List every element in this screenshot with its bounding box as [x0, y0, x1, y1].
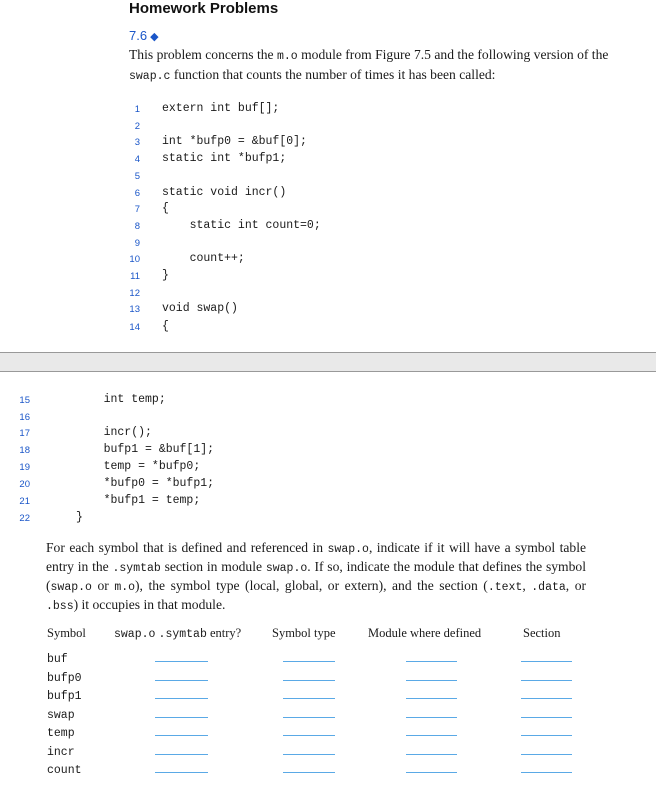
answer-blank[interactable]	[283, 698, 335, 699]
answer-blank[interactable]	[406, 661, 457, 662]
answer-blank[interactable]	[155, 661, 208, 662]
answer-blank[interactable]	[283, 772, 335, 773]
line-number: 12	[129, 288, 140, 299]
problem-number-text: 7.6	[129, 28, 148, 43]
line-number: 9	[134, 238, 140, 249]
header-symbol-type: Symbol type	[272, 626, 336, 640]
answer-blank[interactable]	[521, 754, 572, 755]
answer-blank[interactable]	[406, 698, 457, 699]
inline-code: m.o	[114, 581, 136, 594]
header-symtab-code2: .symtab	[158, 628, 207, 641]
header-symtab-code: swap.o	[114, 628, 156, 641]
answer-blank[interactable]	[406, 735, 457, 736]
line-number: 20	[19, 479, 30, 490]
line-number: 3	[134, 137, 140, 148]
header-symtab-text: entry?	[209, 626, 242, 640]
inline-code: swap.o	[50, 581, 92, 594]
code-line: {	[162, 202, 169, 215]
symbol-name: bufp0	[47, 671, 82, 685]
inline-code: .bss	[46, 600, 74, 613]
code-line: static int count=0;	[162, 219, 321, 232]
code-line: bufp1 = &buf[1];	[76, 443, 215, 456]
inline-code: swap.o	[327, 543, 369, 556]
text-run: This problem concerns the	[129, 47, 277, 62]
code-line: int temp;	[76, 393, 166, 406]
symbol-name: swap	[47, 708, 75, 722]
page-break-divider	[0, 352, 656, 372]
answer-blank[interactable]	[155, 698, 208, 699]
inline-code: swap.c	[129, 70, 171, 83]
line-number: 8	[134, 221, 140, 232]
text-run: For each symbol that is defined and referenced in	[46, 540, 328, 555]
answer-blank[interactable]	[406, 680, 457, 681]
text-run: , indicate if it will have a symbol table entry in the	[46, 540, 587, 574]
answer-blank[interactable]	[521, 717, 572, 718]
problem-intro	[129, 46, 629, 86]
answer-blank[interactable]	[521, 735, 572, 736]
text-run: ,	[522, 578, 532, 593]
symbol-name: temp	[47, 727, 75, 740]
text-run: . If so, indicate the module that defines the symbol (	[46, 559, 587, 593]
line-number: 1	[134, 104, 140, 115]
line-number: 7	[134, 204, 140, 215]
answer-blank[interactable]	[155, 754, 208, 755]
code-line: static void incr()	[162, 186, 287, 199]
header-module: Module where defined	[368, 626, 482, 640]
symbol-name: incr	[47, 745, 75, 759]
line-number: 13	[129, 304, 140, 315]
answer-blank[interactable]	[155, 735, 208, 736]
text-run: , or	[565, 578, 587, 593]
answer-blank[interactable]	[283, 661, 335, 662]
header-section: Section	[523, 626, 561, 640]
line-number: 21	[19, 496, 30, 507]
page-title: Homework Problems	[129, 0, 279, 17]
line-number: 15	[19, 395, 30, 406]
inline-code: .data	[531, 581, 566, 594]
text-run: ), the symbol type (local, global, or extern), and the section (	[135, 578, 488, 593]
code-line: }	[162, 269, 169, 282]
code-line: incr();	[76, 426, 152, 439]
line-number: 14	[129, 322, 140, 333]
answer-blank[interactable]	[521, 772, 572, 773]
line-number: 17	[19, 428, 30, 439]
line-number: 10	[129, 254, 140, 265]
answer-blank[interactable]	[283, 754, 335, 755]
code-line: void swap()	[162, 302, 238, 315]
line-number: 6	[134, 188, 140, 199]
problem-number	[129, 28, 159, 43]
header-symbol: Symbol	[47, 626, 86, 640]
code-line: *bufp1 = temp;	[76, 494, 201, 507]
line-number: 18	[19, 445, 30, 456]
line-number: 5	[134, 171, 140, 182]
code-line: }	[76, 511, 83, 524]
inline-code: swap.o	[265, 562, 308, 575]
answer-blank[interactable]	[406, 717, 457, 718]
text-run: ) it occupies in that module.	[73, 597, 226, 612]
text-run: module from Figure 7.5 and the following version of the	[297, 47, 609, 62]
inline-code: m.o	[276, 50, 298, 63]
text-run: section in module	[160, 559, 266, 574]
text-run: or	[91, 578, 115, 593]
answer-blank[interactable]	[521, 698, 572, 699]
answer-blank[interactable]	[406, 772, 457, 773]
answer-blank[interactable]	[521, 661, 572, 662]
code-line: count++;	[162, 252, 245, 265]
line-number: 2	[134, 121, 140, 132]
line-number: 19	[19, 462, 30, 473]
symbol-name: bufp1	[47, 690, 82, 703]
symbol-name: count	[47, 764, 82, 777]
code-line: int *bufp0 = &buf[0];	[162, 135, 307, 148]
inline-code: .symtab	[112, 562, 161, 575]
code-line: *bufp0 = *bufp1;	[76, 477, 215, 490]
code-line: temp = *bufp0;	[76, 460, 201, 473]
instructions-paragraph	[46, 539, 586, 615]
answer-blank[interactable]	[406, 754, 457, 755]
difficulty-diamond-icon: ◆	[150, 31, 159, 43]
answer-blank[interactable]	[155, 680, 208, 681]
answer-blank[interactable]	[155, 772, 208, 773]
code-line: extern int buf[];	[162, 102, 280, 115]
line-number: 11	[130, 271, 140, 282]
answer-blank[interactable]	[283, 680, 335, 681]
answer-blank[interactable]	[521, 680, 572, 681]
symbol-name: buf	[47, 653, 68, 666]
answer-blank[interactable]	[155, 717, 208, 718]
inline-code: .text	[487, 581, 523, 594]
code-line: static int *bufp1;	[162, 152, 287, 165]
code-line: {	[162, 320, 169, 333]
answer-blank[interactable]	[283, 735, 335, 736]
line-number: 22	[19, 513, 30, 524]
line-number: 16	[19, 412, 30, 423]
answer-blank[interactable]	[283, 717, 335, 718]
header-symtab-entry	[114, 626, 241, 641]
line-number: 4	[134, 154, 140, 165]
text-run: function that counts the number of times it has been called:	[170, 67, 496, 82]
